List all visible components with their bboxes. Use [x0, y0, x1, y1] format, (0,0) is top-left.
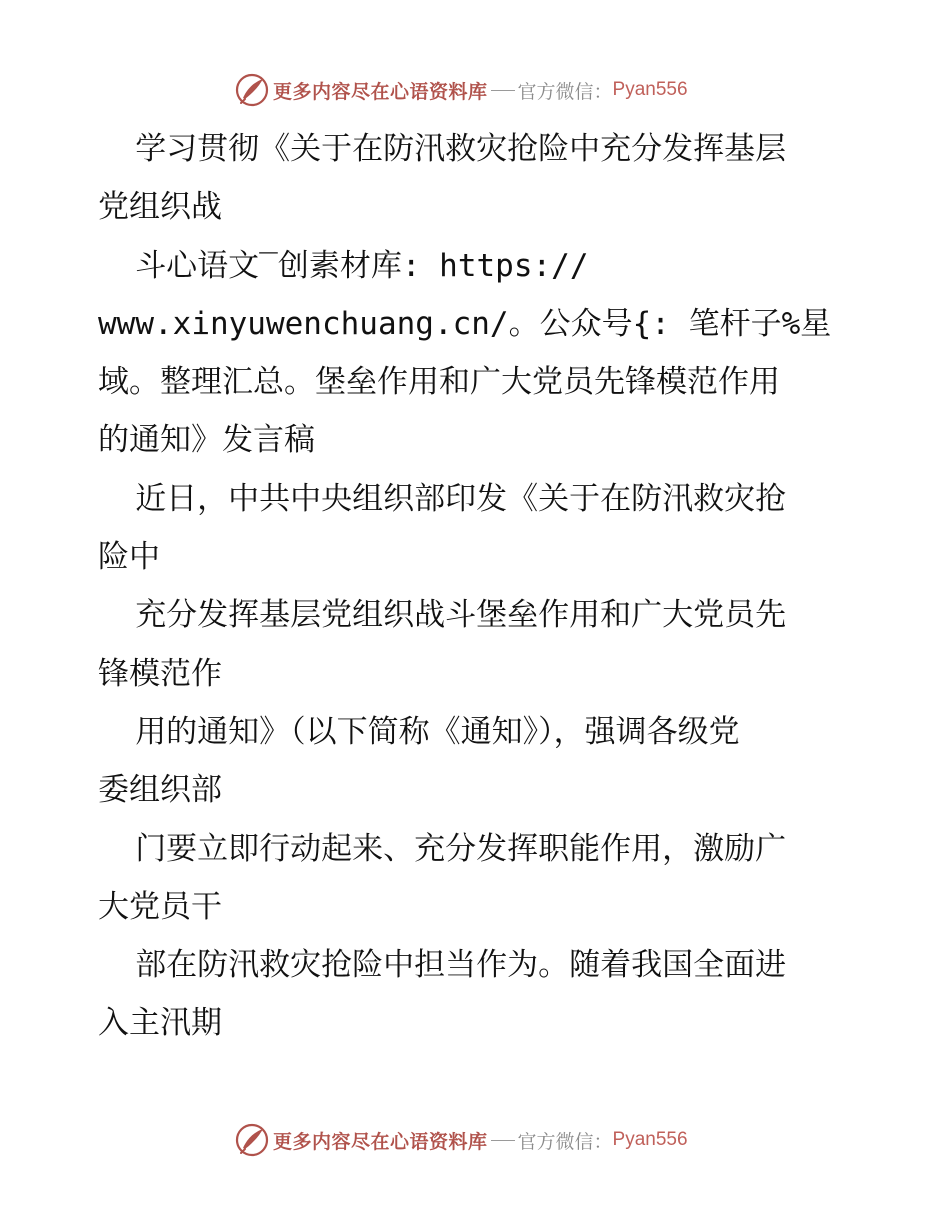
text-line: 党组织战 — [98, 189, 222, 226]
text-line: 门要立即行动起来、充分发挥职能作用，激励广 — [135, 830, 787, 867]
text-line: 入主汛期 — [98, 1005, 222, 1042]
watermark-dash — [491, 1140, 515, 1141]
text-line: 大党员干 — [98, 888, 222, 925]
text-line: 部在防汛救灾抢险中担当作为。随着我国全面进 — [135, 947, 787, 984]
text-line: 的通知》发言稿 — [98, 422, 315, 459]
text-line: www.xinyuwenchuang.cn/。公众号{: 笔杆子%星 — [98, 305, 832, 342]
document-body — [98, 120, 858, 1053]
text-line: 委组织部 — [98, 772, 222, 809]
text-line: 学习贯彻《关于在防汛救灾抢险中充分发挥基层 — [135, 131, 787, 167]
watermark-official-text: 官方微信： — [517, 1130, 613, 1153]
watermark-official-text: 官方微信： — [517, 80, 613, 103]
text-line: 域。整理汇总。堡垒作用和广大党员先锋模范作用 — [98, 364, 780, 401]
watermark-site-text: 更多内容尽在心语资料库 — [273, 1130, 488, 1153]
text-line: 用的通知》（以下简称《通知》），强调各级党 — [135, 713, 740, 750]
header-watermark — [234, 70, 688, 110]
footer-watermark — [234, 1120, 688, 1160]
text-line: 充分发挥基层党组织战斗堡垒作用和广大党员先 — [135, 597, 787, 634]
text-line: 近日，中共中央组织部印发《关于在防汛救灾抢 — [135, 480, 787, 517]
quill-logo-icon — [234, 1122, 270, 1158]
text-line: 锋模范作 — [98, 655, 222, 692]
watermark-wechat-id: Pyan556 — [612, 79, 688, 100]
watermark-site-text: 更多内容尽在心语资料库 — [273, 80, 488, 103]
text-line: 斗心语文‾创素材库: https:// — [135, 247, 589, 284]
watermark-dash — [491, 90, 515, 91]
watermark-wechat-id: Pyan556 — [612, 1129, 688, 1150]
text-line: 险中 — [98, 539, 160, 576]
quill-logo-icon — [234, 72, 270, 108]
